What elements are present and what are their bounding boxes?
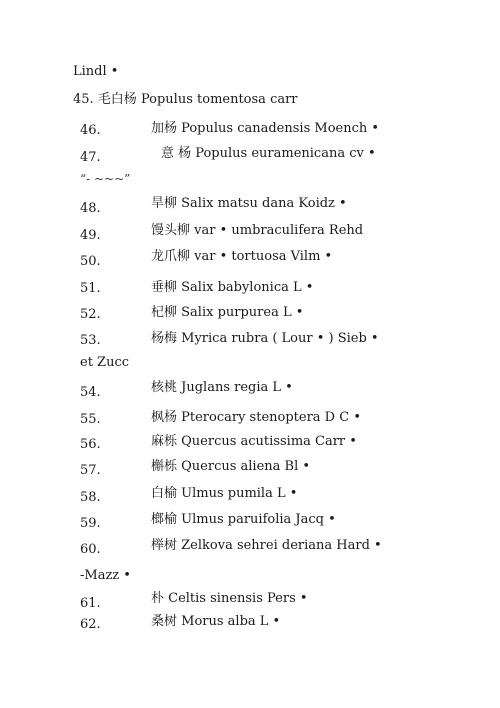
entry-text: 意 杨 Populus euramenicana cv • <box>161 146 376 161</box>
entry-text: 槲栎 Quercus aliena Bl • <box>151 459 311 474</box>
entry-number: 46. <box>80 123 101 138</box>
entry-text: 加杨 Populus canadensis Moench • <box>151 121 380 136</box>
entry-number: 56. <box>80 437 101 452</box>
entry-text: 旱柳 Salix matsu dana Koidz • <box>151 196 347 211</box>
entry-text: 馒头柳 var • umbraculifera Rehd <box>151 223 364 238</box>
entry-text: 桑树 Morus alba L • <box>151 614 281 629</box>
clipped-text-fragment: “- ~~~” <box>80 173 131 186</box>
entry-number: 49. <box>80 228 101 243</box>
entry-text: 榔榆 Ulmus paruifolia Jacq • <box>151 512 336 527</box>
entry-number: 54. <box>80 385 101 400</box>
entry-text: 垂柳 Salix babylonica L • <box>151 280 314 295</box>
entry-text: 核桃 Juglans regia L • <box>151 380 293 395</box>
entry-number: 60. <box>80 542 101 557</box>
entry-text: 白榆 Ulmus pumila L • <box>151 486 298 501</box>
entry-number: 62. <box>80 617 101 632</box>
entry-text: 朴 Celtis sinensis Pers • <box>151 591 308 606</box>
entry-45: 45. 毛白杨 Populus tomentosa carr <box>73 92 298 107</box>
entry-number: 48. <box>80 201 101 216</box>
entry-number: 57. <box>80 463 101 478</box>
entry-number: 58. <box>80 490 101 505</box>
entry-text: 榉树 Zelkova sehrei deriana Hard • <box>151 538 382 553</box>
continuation-line-et-zucc: et Zucc <box>80 355 130 370</box>
entry-text: 龙爪柳 var • tortuosa Vilm • <box>151 249 333 264</box>
entry-number: 53. <box>80 333 101 348</box>
entry-number: 50. <box>80 254 101 269</box>
entry-number: 59. <box>80 516 101 531</box>
continuation-line-lindl: Lindl • <box>73 64 119 79</box>
entry-text: 杨梅 Myrica rubra ( Lour • ) Sieb • <box>151 331 379 346</box>
continuation-line-mazz: -Mazz • <box>80 568 131 583</box>
entry-text: 枫杨 Pterocary stenoptera D C • <box>151 410 361 425</box>
entry-number: 47. <box>80 150 101 165</box>
entry-text: 麻栎 Quercus acutissima Carr • <box>151 434 357 449</box>
entry-number: 55. <box>80 412 101 427</box>
entry-text: 杞柳 Salix purpurea L • <box>151 305 304 320</box>
entry-number: 61. <box>80 596 101 611</box>
entry-number: 52. <box>80 307 101 322</box>
entry-number: 51. <box>80 281 101 296</box>
